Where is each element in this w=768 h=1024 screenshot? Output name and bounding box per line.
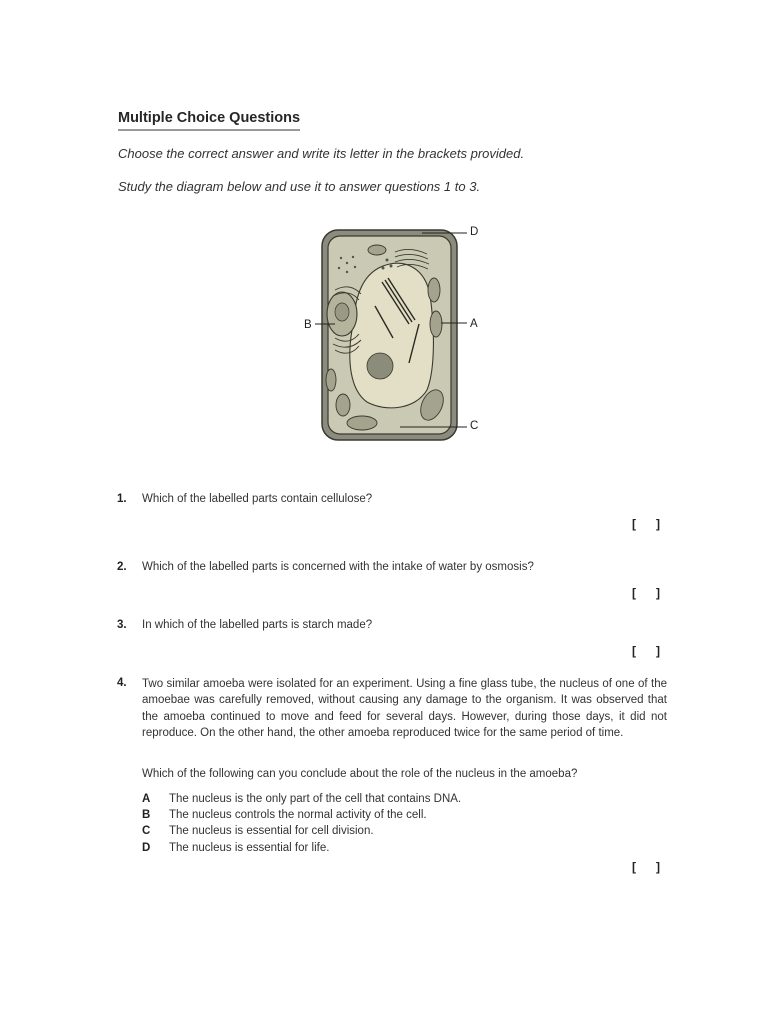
question-1-number: 1. [117,493,127,505]
question-4-answer-bracket[interactable]: [ ] [632,860,660,874]
diagram-instruction-text: Study the diagram below and use it to answer questions 1 to 3. [118,179,481,194]
question-2-text: Which of the labelled parts is concerned with the intake of water by osmosis? [142,561,534,573]
question-2-number: 2. [117,561,127,573]
diagram-label-a: A [470,318,478,330]
question-3-text: In which of the labelled parts is starch made? [142,619,373,631]
question-4-number: 4. [117,677,127,689]
section-title: Multiple Choice Questions [118,110,300,131]
option-c-text: The nucleus is essential for cell division. [169,825,374,837]
option-d-text: The nucleus is essential for life. [169,842,330,854]
diagram-label-b: B [304,319,312,331]
question-2-answer-bracket[interactable]: [ ] [632,586,660,600]
nucleolus [335,303,349,321]
option-c-letter: C [142,825,151,837]
question-1-answer-bracket[interactable]: [ ] [632,517,660,531]
plant-cell-diagram [295,220,495,445]
option-b-text: The nucleus controls the normal activity of the cell. [169,809,427,821]
instruction-text: Choose the correct answer and write its letter in the brackets provided. [118,146,525,161]
diagram-label-c: C [470,420,479,432]
question-4-prompt: Which of the following can you conclude about the role of the nucleus in the amoeba? [142,768,578,780]
option-b-letter: B [142,809,151,821]
option-d-letter: D [142,842,151,854]
question-3-number: 3. [117,619,127,631]
granular-body [367,353,393,379]
option-a-text: The nucleus is the only part of the cell that contains DNA. [169,793,462,805]
question-1-text: Which of the labelled parts contain cellulose? [142,493,373,505]
option-a-letter: A [142,793,151,805]
question-4-text: Two similar amoeba were isolated for an experiment. Using a fine glass tube, the nucleus of one of the amoebae was carefully removed, without causing any damage to the organism. It was observed that the amoeba continued to move and feed for several days. However, during those days, it did not reproduce. On the other hand, the other amoeba reproduced twice for the same period of time. [142,678,667,740]
question-3-answer-bracket[interactable]: [ ] [632,644,660,658]
diagram-label-d: D [470,226,479,238]
